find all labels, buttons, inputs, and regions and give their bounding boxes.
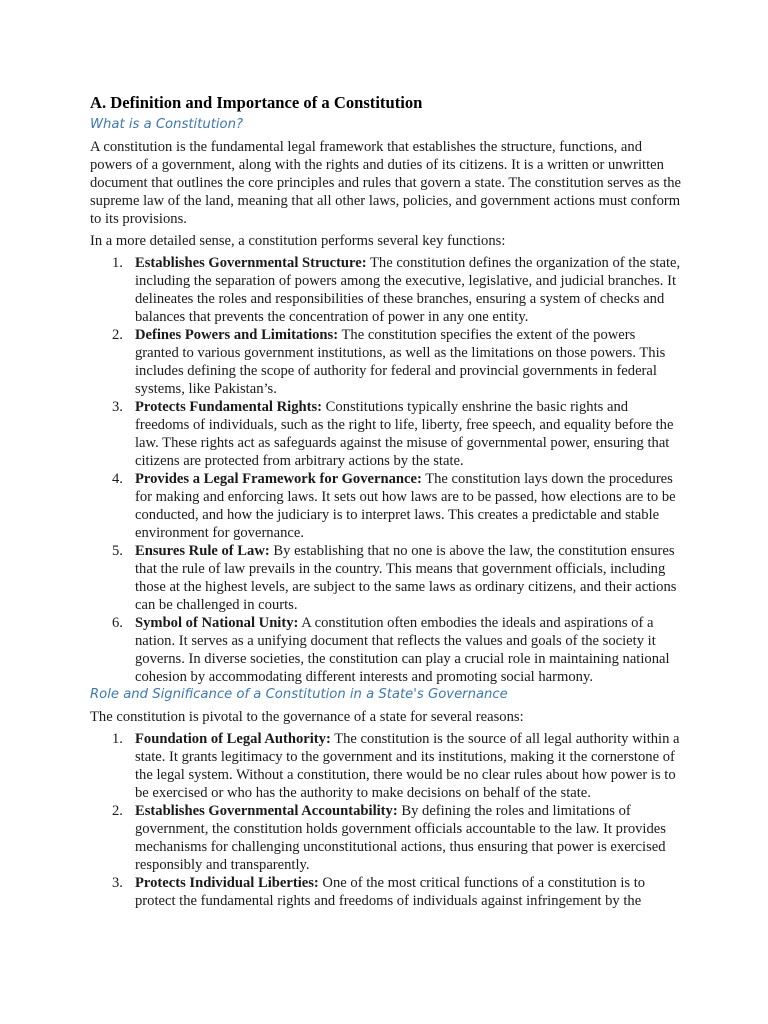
subheading-role: Role and Significance of a Constitution in a State's Governance [90,687,508,702]
list-number: 2. [112,803,123,819]
list-item-title: Provides a Legal Framework for Governance: [135,471,422,487]
document-page [90,92,682,910]
subheading-what-is: What is a Constitution? [90,117,243,132]
list-item-title: Protects Fundamental Rights: [135,399,323,415]
list-item [90,254,682,326]
list-number: 1. [112,255,123,271]
list-item-text: The constitution specifies the extent of the powers granted to various government institutions, as well as the limitations on those powers. This includes defining the scope of authority for federal and provincial governments in federal systems, like Pakistan’s. [135,327,666,397]
list-number: 6. [112,615,123,631]
list-item [90,874,682,910]
list-item-title: Establishes Governmental Structure: [135,255,367,271]
list-number: 1. [112,731,123,747]
list-item [90,614,682,686]
list-item-title: Establishes Governmental Accountability: [135,803,398,819]
list-item-text: By defining the roles and limitations of government, the constitution holds government officials accountable to the law. It provides mechanisms for challenging unconstitutional actions, thus ensuring that power is exercised responsibly and transparently. [135,803,666,873]
functions-intro: In a more detailed sense, a constitution performs several key functions: [90,233,506,249]
list-item-title: Ensures Rule of Law: [135,543,270,559]
list-number: 5. [112,543,123,559]
list-number: 3. [112,875,123,891]
list-item-text: The constitution lays down the procedures for making and enforcing laws. It sets out how laws are to be passed, how elections are to be conducted, and how the judiciary is to interpret laws. This creates a predictable and stable environment for governance. [135,471,676,541]
list-item-text: The constitution is the source of all legal authority within a state. It grants legitimacy to the government and its institutions, making it the cornerstone of the legal system. Without a constitution, there would be no clear rules about how power is to be exercised or who has the authority to make decisions on behalf of the state. [135,731,680,801]
section-heading: A. Definition and Importance of a Constitution [90,93,423,112]
list-item [90,802,682,874]
list-item-text: The constitution defines the organization of the state, including the separation of powers among the executive, legislative, and judicial branches. It delineates the roles and responsibilities of these branches, ensuring a system of checks and balances that prevents the concentration of power in any one entity. [135,255,681,325]
list-number: 3. [112,399,123,415]
roles-list [90,730,682,910]
list-item-title: Defines Powers and Limitations: [135,327,339,343]
list-item [90,470,682,542]
list-item-title: Protects Individual Liberties: [135,875,319,891]
list-item [90,398,682,470]
role-intro: The constitution is pivotal to the governance of a state for several reasons: [90,709,524,725]
intro-paragraph: A constitution is the fundamental legal framework that establishes the structure, functions, and powers of a government, along with the rights and duties of its citizens. It is a written or unwritten document that outlines the core principles and rules that govern a state. The constitution serves as the supreme law of the land, meaning that all other laws, policies, and government actions must conform to its provisions. [90,139,682,227]
list-item-text: By establishing that no one is above the law, the constitution ensures that the rule of law prevails in the country. This means that government officials, including those at the highest levels, are subject to the same laws as ordinary citizens, and their actions can be challenged in courts. [135,543,677,613]
list-item-title: Foundation of Legal Authority: [135,731,331,747]
list-item-title: Symbol of National Unity: [135,615,299,631]
list-item-text: Constitutions typically enshrine the basic rights and freedoms of individuals, such as the right to life, liberty, free speech, and equality before the law. These rights act as safeguards against the misuse of governmental power, ensuring that citizens are protected from arbitrary actions by the state. [135,399,674,469]
list-item [90,542,682,614]
list-item-text: A constitution often embodies the ideals and aspirations of a nation. It serves as a unifying document that reflects the values and goals of the society it governs. In diverse societies, the constitution can play a crucial role in maintaining national cohesion by accommodating different interests and promoting social harmony. [135,615,670,685]
list-number: 4. [112,471,123,487]
functions-list [90,254,682,686]
list-item [90,326,682,398]
list-item [90,730,682,802]
list-item-text: One of the most critical functions of a constitution is to protect the fundamental rights and freedoms of individuals against infringement by the [135,875,646,909]
list-number: 2. [112,327,123,343]
